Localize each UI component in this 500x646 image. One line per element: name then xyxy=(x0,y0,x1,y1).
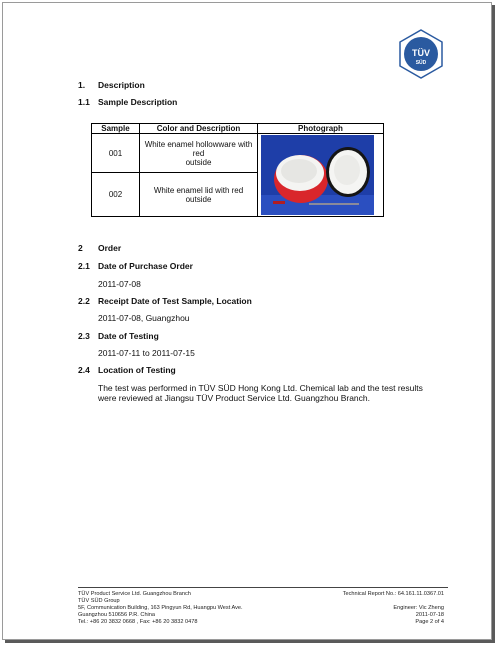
section-2-1-title: Date of Purchase Order xyxy=(98,261,193,271)
sample-id: 002 xyxy=(92,173,140,217)
section-2-2-title: Receipt Date of Test Sample, Location xyxy=(98,296,252,306)
testing-date-range: 2011-07-11 to 2011-07-15 xyxy=(98,348,195,358)
sample-table-header xyxy=(92,124,384,134)
section-2-4-number: 2.4 xyxy=(78,365,90,375)
section-2-4-title: Location of Testing xyxy=(98,365,176,375)
footer-report-number: Technical Report No.: 64.161.11.0367.01 xyxy=(342,591,444,597)
footer-address: 5F, Communication Building, 163 Pingyun Rd, Huangpu West Ave. xyxy=(78,605,243,611)
footer-city: Guangzhou 510656 P.R. China xyxy=(78,612,156,618)
section-2-1-number: 2.1 xyxy=(78,261,90,271)
footer-phone-fax: Tel.: +86 20 3832 0668 , Fax: +86 20 3832 0478 xyxy=(78,619,198,625)
sample-id: 001 xyxy=(92,134,140,173)
section-1-1-number: 1.1 xyxy=(78,97,90,107)
testing-location-line: The test was performed in TÜV SÜD Hong Kong Ltd. Chemical lab and the test results xyxy=(98,383,423,393)
footer-page-number: Page 2 of 4 xyxy=(415,619,444,625)
sample-description xyxy=(140,134,258,173)
header-photograph: Photograph xyxy=(258,124,384,134)
section-1-1-title: Sample Description xyxy=(98,97,178,107)
purchase-order-date: 2011-07-08 xyxy=(98,279,141,289)
header-sample: Sample xyxy=(92,124,140,134)
footer-group: TÜV SÜD Group xyxy=(78,598,120,604)
section-2-3-title: Date of Testing xyxy=(98,331,159,341)
section-1-number: 1. xyxy=(78,80,86,90)
sample-table xyxy=(91,123,384,217)
section-1-title: Description xyxy=(98,80,145,90)
footer-company: TÜV Product Service Ltd. Guangzhou Branch xyxy=(78,591,191,597)
table-row xyxy=(92,134,384,173)
description-line: White enamel lid with red outside xyxy=(153,185,244,204)
description-line: White enamel hollowware with red xyxy=(144,139,253,158)
receipt-date-location: 2011-07-08, Guangzhou xyxy=(98,313,190,323)
sample-description xyxy=(140,173,258,217)
header-color-description: Color and Description xyxy=(140,124,258,134)
document-page xyxy=(2,2,492,640)
section-2-number: 2 xyxy=(78,243,83,253)
tuv-sud-logo xyxy=(398,29,444,79)
description-line: outside xyxy=(185,157,212,167)
footer-engineer: Engineer: Vic Zheng xyxy=(393,605,444,611)
section-2-3-number: 2.3 xyxy=(78,331,90,341)
sample-photograph xyxy=(261,135,374,215)
logo-subtext: SÜD xyxy=(415,60,427,66)
footer-date: 2011-07-18 xyxy=(415,612,444,618)
section-2-title: Order xyxy=(98,243,122,253)
logo-text: TÜV xyxy=(412,48,430,58)
testing-location-line: were reviewed at Jiangsu TÜV Product Service Ltd. Guangzhou Branch. xyxy=(98,393,370,403)
photograph-cell xyxy=(258,134,384,217)
section-2-2-number: 2.2 xyxy=(78,296,90,306)
footer-divider xyxy=(78,587,448,588)
